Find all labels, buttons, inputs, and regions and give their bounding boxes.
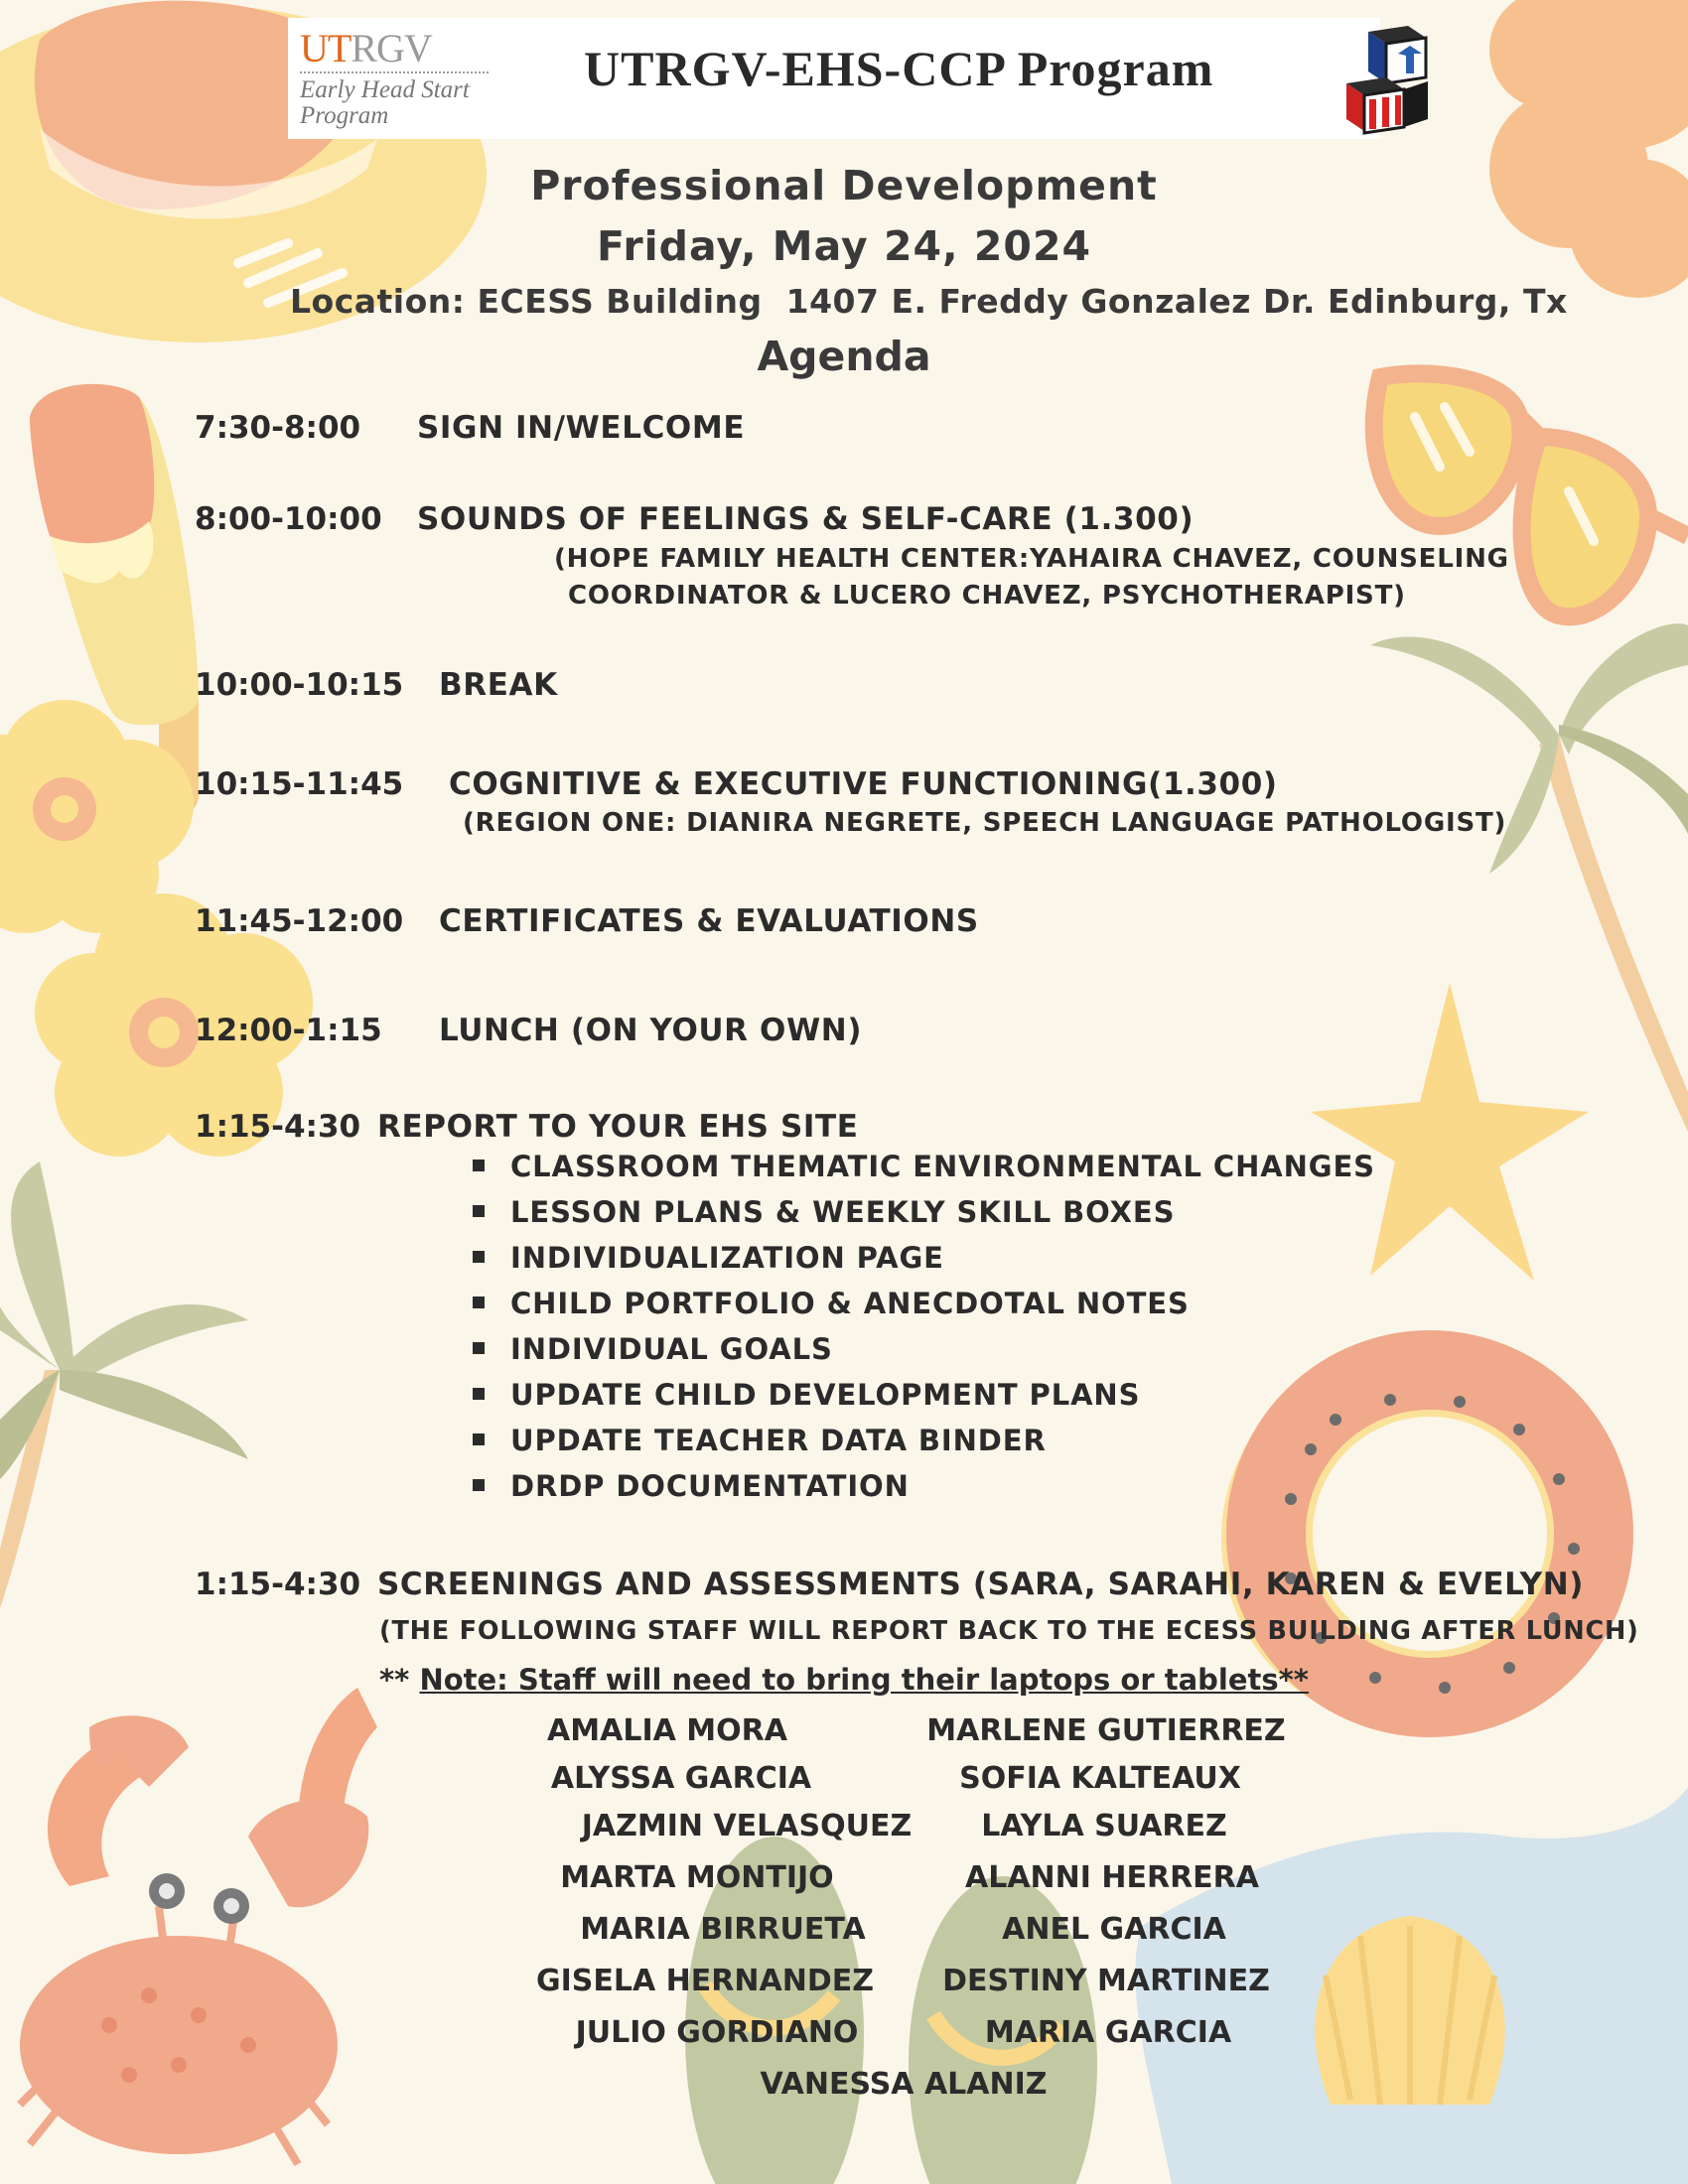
staff-name: MARIA GARCIA [984,2015,1232,2050]
staff-name: JAZMIN VELASQUEZ [581,1809,913,1843]
staff-name: JULIO GORDIANO [575,2015,859,2050]
list-item: UPDATE TEACHER DATA BINDER [473,1424,1375,1469]
staff-note: ** Note: Staff will need to bring their laptops or tablets** [379,1663,1309,1697]
event-location: Location: ECESS Building 1407 E. Freddy Gonzalez Dr. Edinburg, Tx [290,282,1568,321]
toy-blocks-icon [1338,24,1448,135]
staff-name: VANESSA ALANIZ [760,2067,1048,2102]
staff-name: ANEL GARCIA [1002,1912,1226,1947]
staff-note-text: Note: Staff will need to bring their laptops or tablets** [419,1663,1309,1697]
list-item: CLASSROOM THEMATIC ENVIRONMENTAL CHANGES [473,1150,1375,1195]
agenda-time: 1:15-4:30 [195,1109,361,1145]
palm-tree-icon [0,1161,248,1608]
agenda-title-item: REPORT TO YOUR EHS SITE [377,1109,859,1145]
crab-icon [20,1688,377,2164]
staff-name: SOFIA KALTEAUX [959,1761,1241,1796]
agenda-title-item: LUNCH (ON YOUR OWN) [439,1013,863,1048]
agenda-detail: COORDINATOR & LUCERO CHAVEZ, PSYCHOTHERAPIST) [568,581,1406,611]
list-item: DRDP DOCUMENTATION [473,1469,1375,1515]
site-task-list [473,1150,1375,1515]
list-item: INDIVIDUALIZATION PAGE [473,1241,1375,1287]
agenda-time: 7:30-8:00 [195,410,361,446]
staff-name: MARIA BIRRUETA [580,1912,866,1947]
agenda-title-item: SIGN IN/WELCOME [417,410,746,446]
sunglasses-icon [1374,373,1688,616]
staff-name: LAYLA SUAREZ [981,1809,1227,1843]
staff-name: AMALIA MORA [547,1713,787,1748]
agenda-title-item: COGNITIVE & EXECUTIVE FUNCTIONING(1.300) [449,766,1278,802]
program-title: UTRGV-EHS-CCP Program [584,41,1214,96]
palm-tree-icon [1370,623,1688,1132]
utrgv-logo [300,28,498,129]
agenda-time: 11:45-12:00 [195,903,404,939]
staff-name: DESTINY MARTINEZ [942,1964,1270,1998]
staff-name: MARTA MONTIJO [560,1860,834,1895]
list-item: UPDATE CHILD DEVELOPMENT PLANS [473,1378,1375,1424]
agenda-time: 12:00-1:15 [195,1013,382,1048]
agenda-detail: (HOPE FAMILY HEALTH CENTER:YAHAIRA CHAVEZ, COUNSELING [554,544,1509,574]
list-item: CHILD PORTFOLIO & ANECDOTAL NOTES [473,1287,1375,1332]
logo-rgv-text: RGV [351,26,432,70]
agenda-title-item: SCREENINGS AND ASSESSMENTS (SARA, SARAHI, KAREN & EVELYN) [377,1567,1585,1602]
agenda-title-item: BREAK [439,667,558,703]
agenda-time: 8:00-10:00 [195,501,382,537]
staff-name: GISELA HERNANDEZ [536,1964,874,1998]
event-heading: Professional Development [530,162,1158,209]
agenda-detail: (REGION ONE: DIANIRA NEGRETE, SPEECH LANGUAGE PATHOLOGIST) [463,808,1507,838]
staff-name: ALANNI HERRERA [965,1860,1259,1895]
agenda-time: 1:15-4:30 [195,1567,361,1602]
agenda-title-item: SOUNDS OF FEELINGS & SELF-CARE (1.300) [417,501,1195,537]
staff-name: ALYSSA GARCIA [550,1761,812,1796]
logo-subtitle-line2: Program [300,102,389,129]
logo-ut-text: UT [300,26,352,70]
agenda-title: Agenda [757,333,931,380]
event-date: Friday, May 24, 2024 [596,222,1092,270]
header-banner [288,18,1380,139]
agenda-time: 10:00-10:15 [195,667,404,703]
logo-subtitle-line1: Early Head Start [300,76,470,103]
list-item: INDIVIDUAL GOALS [473,1332,1375,1378]
agenda-title-item: CERTIFICATES & EVALUATIONS [439,903,979,939]
agenda-time: 10:15-11:45 [195,766,404,802]
staff-name: MARLENE GUTIERREZ [926,1713,1286,1748]
list-item: LESSON PLANS & WEEKLY SKILL BOXES [473,1195,1375,1241]
agenda-detail: (THE FOLLOWING STAFF WILL REPORT BACK TO THE ECESS BUILDING AFTER LUNCH) [379,1616,1639,1646]
